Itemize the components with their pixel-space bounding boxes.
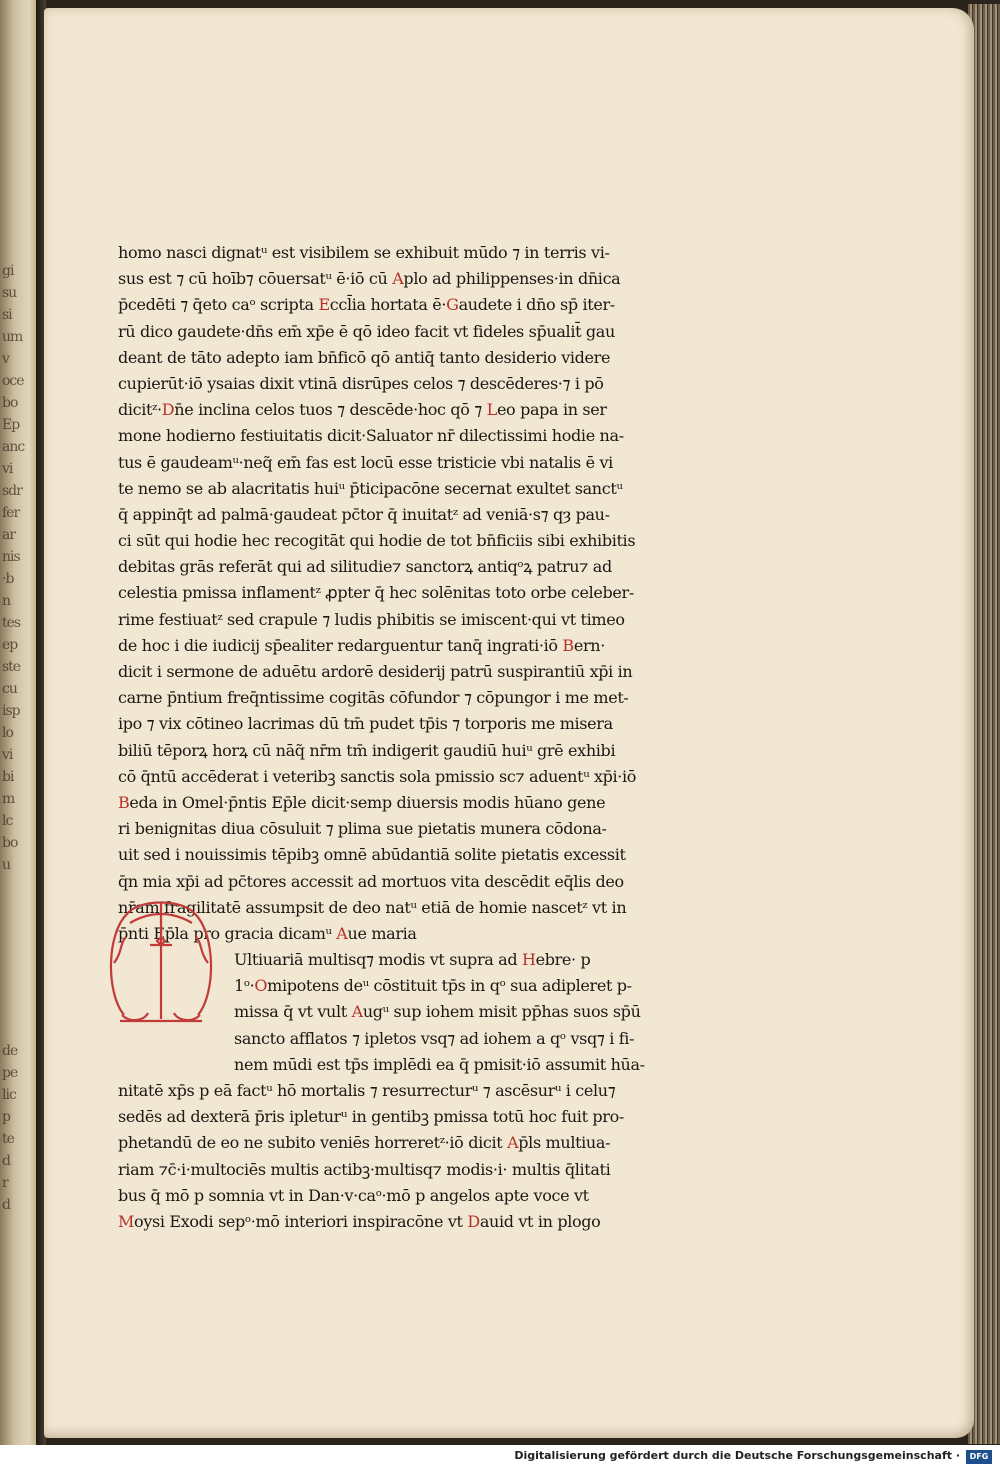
- funding-notice: Digitalisierung gefördert durch die Deutsche Forschungsgemeinschaft ·: [514, 1449, 960, 1462]
- text-line: rime festiuatᶻ sed crapule ⁊ ludis phibitis se imiscent·qui vt timeo: [118, 609, 625, 629]
- text-line: ipo ⁊ vix cōtineo lacrimas dū tm̄ pudet tp̄is ⁊ torporis me misera: [118, 714, 613, 734]
- text-line: Moysi Exodi sepᵒ·mō interiori inspiracōne vt Dauid vt in plogo: [118, 1211, 601, 1231]
- main-paragraph: [118, 240, 743, 947]
- text-line: bus q̄ mō p somnia vt in Dan·v·caᵒ·mō p angelos apte voce vt: [118, 1185, 589, 1205]
- text-line: homo nasci dignatᵘ est visibilem se exhibuit mūdo ⁊ in terris vi-: [118, 243, 610, 262]
- facing-page-edge: [0, 0, 36, 1445]
- text-line: Beda in Omel·p̄ntis Ep̄le dicit·semp diuersis modis hūano gene: [118, 792, 606, 812]
- facing-page-text-lower: de pe lic p te d r d: [2, 1043, 18, 1213]
- text-line: debitas grās referāt qui ad silitudie⁊ sanctorꝝ antiqᵒꝝ patru⁊ ad: [118, 557, 612, 577]
- text-line: uit sed i nouissimis tēpibꝫ omnē abūdantiā solite pietatis excessit: [118, 845, 626, 865]
- text-line: q̄ appinq̄t ad palmā·gaudeat pc̄tor q̄ inuitatᶻ ad veniā·s⁊ qȝ pau-: [118, 504, 610, 524]
- text-line: nem mūdi est tp̄s implēdi ea q̄ pmisit·iō assumit hūa-: [234, 1054, 645, 1074]
- continuation-paragraph: [118, 1078, 743, 1235]
- text-line: deant de tāto adepto iam bn̄ficō qō antiq̄ tanto desiderio videre: [118, 347, 611, 367]
- text-line: tus ē gaudeamᵘ·neq̃ em̄ fas est locū esse tristicie vbi natalis ē vi: [118, 452, 613, 472]
- text-line: nr̄am fragilitatē assumpsit de deo natᵘ etiā de homie nascetᶻ vt in: [118, 897, 627, 917]
- dfg-logo: DFG: [966, 1450, 992, 1464]
- text-line: celestia pmissa inflamentᶻ ꝓpter q̄ hec solēnitas toto orbe celeber-: [118, 583, 634, 603]
- text-line: sancto afflatos ⁊ ipletos vsq⁊ ad iohem a qᵒ vsq⁊ i fi-: [234, 1028, 635, 1048]
- main-text-column: [118, 240, 743, 1235]
- text-line: sedēs ad dexterā p̄ris ipleturᵘ in gentibꝫ pmissa totū hoc fuit pro-: [118, 1107, 624, 1127]
- text-line: ci sūt qui hodie hec recogitāt qui hodie de tot bn̄ficiis sibi exhibitis: [118, 531, 636, 551]
- text-line: dicit i sermone de aduētu ardorē desiderij patrū suspirantiū xp̄i in: [118, 662, 633, 681]
- footer-bar: [0, 1445, 1000, 1470]
- text-line: Ultiuariā multisq⁊ modis vt supra ad Hebre· p: [234, 950, 591, 970]
- facing-page-text-upper: gi su si um v oce bo Ep anc vi sdr fer ar nis ·b n tes ep ste cu isp lo vi bi m lc bo u: [2, 263, 25, 873]
- text-line: p̄nti Ep̄la pro gracia dicamᵘ Aue maria: [118, 923, 417, 943]
- text-line: cupierūt·iō ysaias dixit vtinā disrūpes celos ⁊ descēderes·⁊ i pō: [118, 373, 604, 393]
- text-line: cō q̄ntū accēderat i veteribꝫ sanctis sola pmissio sc⁊ aduentᵘ xp̄i·iō: [118, 766, 637, 786]
- text-line: p̄cedēti ⁊ q̄eto caᵒ scripta Eccl̄ia hortata ē·Gaudete i dn̄o sp̄ iter-: [118, 295, 615, 315]
- text-line: q̄n mia xp̄i ad pc̄tores accessit ad mortuos vita descēdit eq̄lis deo: [118, 871, 624, 891]
- text-line: nitatē xp̄s p eā factᵘ hō mortalis ⁊ resurrecturᵘ ⁊ ascēsurᵘ i celu⁊: [118, 1081, 616, 1100]
- text-line: phetandū de eo ne subito veniēs horreretᶻ·iō dicit Ap̄ls multiua-: [118, 1133, 611, 1153]
- text-line: ri benignitas diua cōsuluit ⁊ plima sue pietatis munera cōdona-: [118, 819, 607, 839]
- text-line: de hoc i die iudicij sp̄ealiter redarguentur tanq̄ ingrati·iō Bern·: [118, 635, 605, 655]
- text-line: rū dico gaudete·dn̄s em̄ xp̄e ē qō ideo facit vt fideles sp̄ualit̄ gau: [118, 321, 615, 341]
- text-line: mone hodierno festiuitatis dicit·Saluator nr̄ dilectissimi hodie na-: [118, 426, 624, 446]
- text-line: 1ᵒ·Omipotens deᵘ cōstituit tp̄s in qᵒ sua adipleret p-: [234, 976, 632, 996]
- text-line: te nemo se ab alacritatis huiᵘ p̄ticipacōne secernat exultet sanctᵘ: [118, 478, 623, 498]
- text-line: missa q̄ vt vult Augᵘ sup iohem misit pp̄has suos sp̄ū: [234, 1002, 641, 1022]
- text-line: dicitᶻ·Dn̄e inclina celos tuos ⁊ descēde·hoc qō ⁊ Leo papa in ser: [118, 400, 607, 420]
- text-line: riam ⁊c̄·i·multociēs multis actibꝫ·multisq⁊ modis·i· multis q̄litati: [118, 1159, 611, 1179]
- text-line: biliū tēporꝝ horꝝ cū nāq̃ nr̄m tm̄ indigerit gaudiū huiᵘ grē exhibi: [118, 740, 616, 760]
- text-line: carne p̄ntium freq̄ntissime cogitās cōfundor ⁊ cōpungor i me met-: [118, 688, 629, 708]
- text-line: sus est ⁊ cū hoīb⁊ cōuersatᵘ ē·iō cū Aplo ad philippenses·in dn̄ica: [118, 269, 621, 289]
- rubricated-initial-m: [100, 893, 222, 1033]
